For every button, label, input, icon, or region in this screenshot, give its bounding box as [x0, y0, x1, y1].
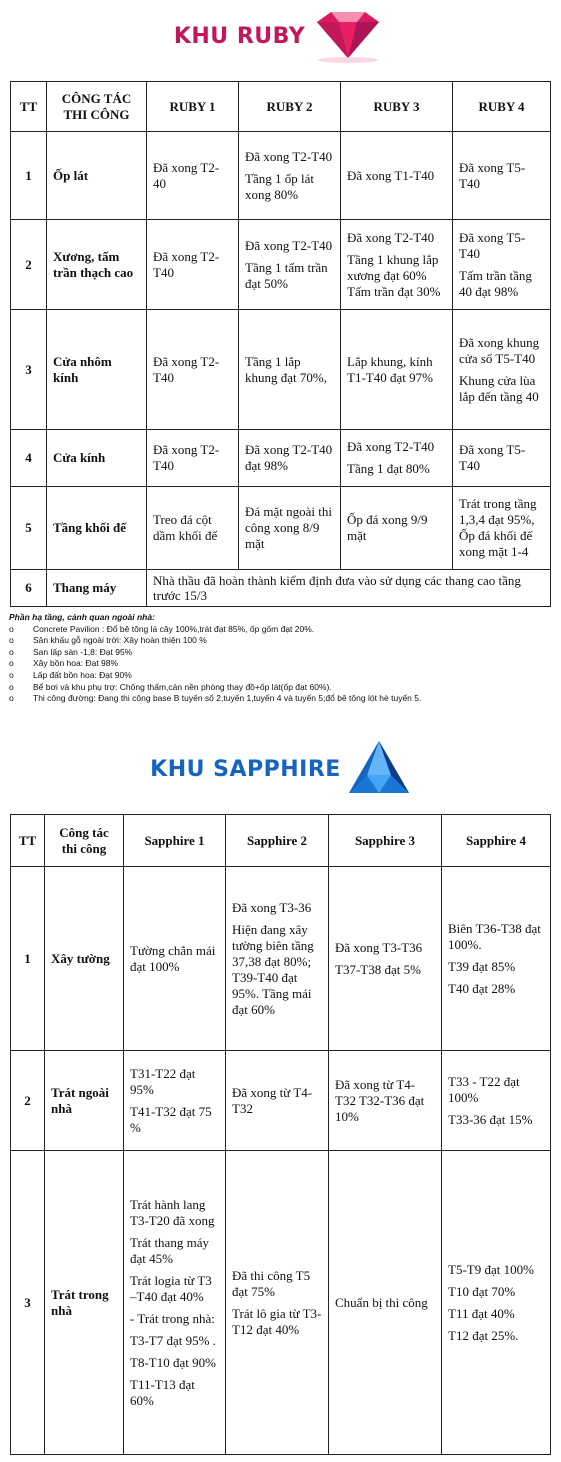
cell: T33 - T22 đạt 100% T33-36 đạt 15%	[442, 1051, 551, 1151]
cell: Đã xong T5-T40 Tấm trần tầng 40 đạt 98%	[453, 220, 551, 310]
ruby-col-task: CÔNG TÁC THI CÔNG	[47, 82, 147, 132]
table-row	[11, 1151, 551, 1455]
cell: Đã xong T5-T40	[453, 430, 551, 487]
cell: Đã xong T2-40	[147, 132, 239, 220]
cell: Đã xong từ T4-T32 T32-T36 đạt 10%	[329, 1051, 442, 1151]
table-row	[11, 430, 551, 487]
sapphire-col-task: Công tác thi công	[45, 815, 124, 867]
sapphire-col-1: Sapphire 1	[124, 815, 226, 867]
cell: Tường chắn mái đạt 100%	[124, 867, 226, 1051]
ruby-table	[10, 81, 551, 607]
task-name: Cửa nhôm kính	[47, 310, 147, 430]
sapphire-gem-icon	[347, 739, 411, 799]
cell: Đã xong khung cửa sổ T5-T40 Khung cửa lùa lắp đến tầng 40	[453, 310, 551, 430]
cell: Đã xong T3-36 Hiện đang xây tường biên tầng 37,38 đạt 80%; T39-T40 đạt 95%. Tầng mái đạt 60%	[226, 867, 329, 1051]
row-number: 2	[11, 220, 47, 310]
cell: Chuẩn bị thi công	[329, 1151, 442, 1455]
cell: Đã xong T5-T40	[453, 132, 551, 220]
table-row	[11, 570, 551, 607]
cell: Treo đá cột dầm khối đế	[147, 487, 239, 570]
list-item: o Concrete Pavilion : Đổ bê tông lá cây 100%,trát đạt 85%, ốp gốm đạt 20%.	[9, 623, 315, 634]
infrastructure-notes	[9, 612, 554, 705]
task-name: Tầng khối đế	[47, 487, 147, 570]
row-number: 1	[11, 132, 47, 220]
row-number: 3	[11, 1151, 45, 1455]
ruby-col-tt: TT	[11, 82, 47, 132]
row-number: 4	[11, 430, 47, 487]
ruby-title: KHU RUBY	[173, 23, 306, 49]
row-number: 6	[11, 570, 47, 607]
cell: Lắp khung, kính T1-T40 đạt 97%	[341, 310, 453, 430]
task-name: Xương, tấm trần thạch cao	[47, 220, 147, 310]
cell: Đã xong T2-T40	[147, 220, 239, 310]
list-item: o Lấp đất bồn hoa: Đạt 90%	[9, 669, 132, 680]
cell: T31-T22 đạt 95% T41-T32 đạt 75 %	[124, 1051, 226, 1151]
ruby-gem-icon	[309, 8, 387, 64]
list-item: o Xây bồn hoa: Đạt 98%	[9, 658, 119, 669]
ruby-header	[0, 10, 561, 62]
table-row	[11, 1051, 551, 1151]
cell: Đã xong T2-T40	[147, 310, 239, 430]
cell: Đã xong T2-T40 đạt 98%	[239, 430, 341, 487]
cell: Đã xong T2-T40 Tầng 1 ốp lát xong 80%	[239, 132, 341, 220]
cell: Đã xong từ T4-T32	[226, 1051, 329, 1151]
sapphire-col-tt: TT	[11, 815, 45, 867]
list-item: o Bể bơi và khu phụ trợ: Chống thấm,cán nền phòng thay đồ+ốp lát(ốp đạt 60%).	[9, 681, 332, 692]
cell: Đá mặt ngoài thi công xong 8/9 mặt	[239, 487, 341, 570]
sapphire-col-2: Sapphire 2	[226, 815, 329, 867]
task-name: Cửa kính	[47, 430, 147, 487]
sapphire-header	[0, 738, 561, 800]
list-item: o Sân khấu gỗ ngoài trời: Xây hoàn thiện 100 %	[9, 635, 207, 646]
ruby-col-ruby4: RUBY 4	[453, 82, 551, 132]
task-name: Trát ngoài nhà	[45, 1051, 124, 1151]
table-row	[11, 487, 551, 570]
task-name: Trát trong nhà	[45, 1151, 124, 1455]
row-number: 1	[11, 867, 45, 1051]
list-item: o San lấp sàn -1,8: Đạt 95%	[9, 646, 133, 657]
cell: Đã xong T1-T40	[341, 132, 453, 220]
table-row	[11, 867, 551, 1051]
merged-cell: Nhà thầu đã hoàn thành kiểm định đưa vào sử dụng các thang cao tầng trước 15/3	[147, 570, 551, 607]
cell: Đã xong T2-T40	[147, 430, 239, 487]
task-name: Xây tường	[45, 867, 124, 1051]
cell: Trát trong tầng 1,3,4 đạt 95%, Ốp đá khối đế xong mặt 1-4	[453, 487, 551, 570]
cell: T5-T9 đạt 100% T10 đạt 70% T11 đạt 40% T12 đạt 25%.	[442, 1151, 551, 1455]
cell: Biên T36-T38 đạt 100%. T39 đạt 85% T40 đạt 28%	[442, 867, 551, 1051]
row-number: 2	[11, 1051, 45, 1151]
cell: Đã xong T2-T40 Tầng 1 đạt 80%	[341, 430, 453, 487]
task-name: Thang máy	[47, 570, 147, 607]
cell: Ốp đá xong 9/9 mặt	[341, 487, 453, 570]
ruby-header-row	[11, 82, 551, 132]
notes-title: Phần hạ tầng, cảnh quan ngoài nhà:	[9, 612, 155, 622]
cell: Đã xong T3-T36 T37-T38 đạt 5%	[329, 867, 442, 1051]
sapphire-col-4: Sapphire 4	[442, 815, 551, 867]
table-row	[11, 220, 551, 310]
notes-list	[9, 624, 554, 705]
sapphire-table	[10, 814, 551, 1455]
row-number: 3	[11, 310, 47, 430]
ruby-col-ruby1: RUBY 1	[147, 82, 239, 132]
table-row	[11, 132, 551, 220]
ruby-col-ruby3: RUBY 3	[341, 82, 453, 132]
ruby-col-ruby2: RUBY 2	[239, 82, 341, 132]
cell: Đã xong T2-T40 Tầng 1 khung lắp xương đạt 60% Tấm trần đạt 30%	[341, 220, 453, 310]
list-item: o Thi công đường: Đang thi công base B tuyến số 2,tuyến 1,tuyến 4 và tuyến 5;đổ bê tông lót hè tuyến 5.	[9, 693, 422, 704]
row-number: 5	[11, 487, 47, 570]
sapphire-title: KHU SAPPHIRE	[150, 756, 341, 782]
task-name: Ốp lát	[47, 132, 147, 220]
sapphire-col-3: Sapphire 3	[329, 815, 442, 867]
sapphire-header-row	[11, 815, 551, 867]
cell: Đã thi công T5 đạt 75% Trát lô gia từ T3-T12 đạt 40%	[226, 1151, 329, 1455]
cell: Tầng 1 lắp khung đạt 70%,	[239, 310, 341, 430]
cell: Đã xong T2-T40 Tầng 1 tấm trần đạt 50%	[239, 220, 341, 310]
table-row	[11, 310, 551, 430]
cell: Trát hành lang T3-T20 đã xong Trát thang máy đạt 45% Trát logia từ T3 –T40 đạt 40% - Trát trong nhà: T3-T7 đạt 95% . T8-T10 đạt 90% T11-T13 đạt 60%	[124, 1151, 226, 1455]
